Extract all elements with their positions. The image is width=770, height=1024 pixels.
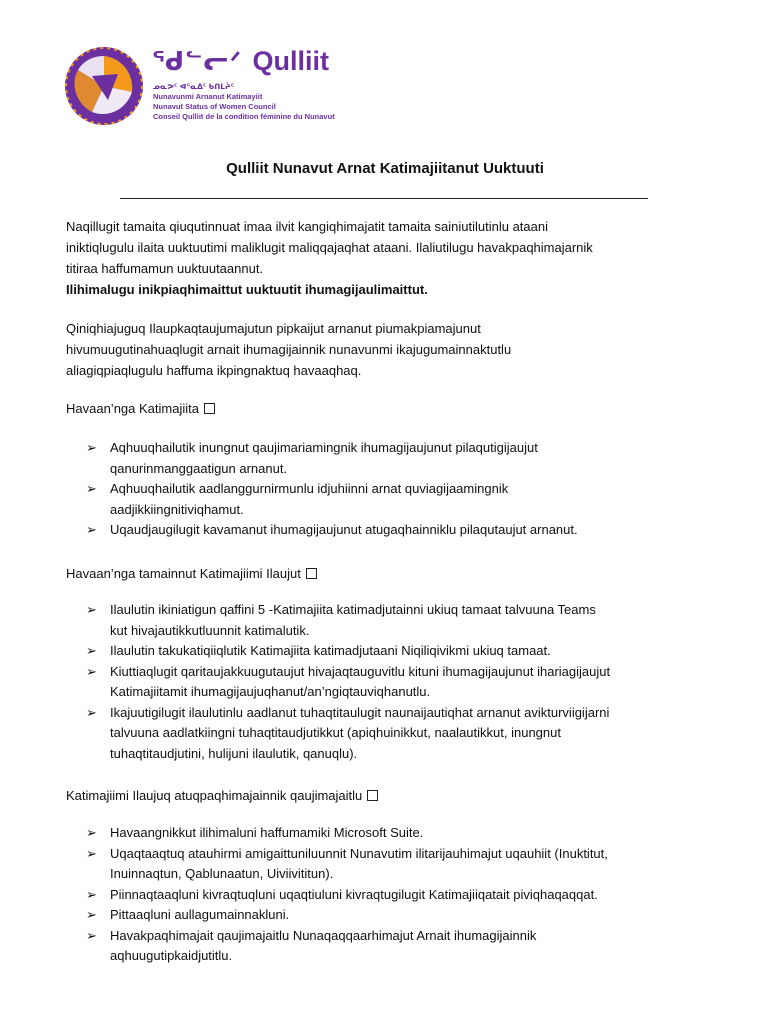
- logo-syllabics: ᖁᓪᓕᐟ: [152, 46, 243, 76]
- section-3-list: [86, 823, 716, 967]
- checkbox-1[interactable]: [204, 403, 215, 414]
- section-2-list: [86, 600, 716, 764]
- list-item: [86, 885, 716, 906]
- section-1-list: [86, 438, 716, 541]
- list-item: [86, 662, 716, 703]
- purpose-line: hivumuugutinahuaqlugit arnait ihumagijainnik nunavunmi ikajugumainnaktutlu: [66, 342, 512, 357]
- list-item: [86, 479, 716, 520]
- section-heading-text: Katimajiimi Ilaujuq atuqpaqhimajainnik qaujimajaitlu: [66, 788, 363, 803]
- arrow-bullet-icon: ➢: [86, 481, 97, 496]
- list-item-line: Ilaulutin ikiniatigun qaffini 5 -Katimajiita katimadjutainni ukiuq tamaat talvuuna Teams: [110, 602, 596, 617]
- logo-line: ᓄᓇᕗᑦ ᐊᕐᓇᐃᑦ ᑲᑎᒪᔩᑦ: [153, 82, 235, 91]
- list-item-line: Aqhuuqhailutik inungnut qaujimariamingnik ihumagijaujunut pilaqutigijaujut: [110, 440, 538, 455]
- arrow-bullet-icon: ➢: [86, 602, 97, 617]
- list-item-line: aqhuugutipkaidjutitlu.: [110, 948, 233, 963]
- arrow-bullet-icon: ➢: [86, 825, 97, 840]
- list-item: [86, 844, 716, 885]
- arrow-bullet-icon: ➢: [86, 907, 97, 922]
- list-item-line: Inuinnaqtun, Qablunaatun, Uiviivititun).: [110, 866, 334, 881]
- list-item-line: Katimajiitamit ihumagijaujuqhanut/an’ngiqtauviqhanutlu.: [110, 684, 431, 699]
- list-item-line: tuhaqtitaudjutini, hulijuni ilaulutik, qanuqlu).: [110, 745, 358, 761]
- logo-name: Qulliit: [252, 46, 330, 76]
- list-item-line: Havaangnikkut ilihimaluni haffumamiki Microsoft Suite.: [110, 825, 424, 840]
- list-item: [86, 641, 716, 662]
- arrow-bullet-icon: ➢: [86, 522, 97, 537]
- list-item-line: Havakpaqhimajait qaujimajaitlu Nunaqaqqaarhimajut Arnait ihumagijainnik: [110, 927, 537, 943]
- list-item-line: aadjikkiingnitiviqhamut.: [110, 501, 244, 517]
- list-item-line: qanurinmanggaatigun arnanut.: [110, 460, 288, 476]
- qulliit-emblem-icon: [62, 44, 146, 128]
- document-title: Qulliit Nunavut Arnat Katimajiitanut Uuktuuti: [226, 160, 544, 177]
- logo-line: Nunavunmi Arnanut Katimayiit: [153, 92, 263, 101]
- section-heading-text: Havaan’nga Katimajiita: [66, 401, 199, 416]
- checkbox-2[interactable]: [306, 568, 317, 579]
- logo-line: Conseil Qulliit de la condition féminine du Nunavut: [153, 112, 335, 121]
- arrow-bullet-icon: ➢: [86, 886, 97, 902]
- list-item-line: Kiuttiaqlugit qaritaujakkuugutaujut hivajaqtauguvitlu kituni ihumagijaujunut ihariagijaujut: [110, 663, 611, 679]
- arrow-bullet-icon: ➢: [86, 704, 97, 720]
- section-heading-1: [66, 399, 215, 419]
- arrow-bullet-icon: ➢: [86, 643, 97, 658]
- list-item: [86, 823, 716, 844]
- arrow-bullet-icon: ➢: [86, 927, 97, 943]
- list-item-line: Uqaudjaugilugit kavamanut ihumagijaujunut atugaqhainniklu pilaqutaujut arnanut.: [110, 522, 578, 537]
- list-item: [86, 600, 716, 641]
- intro-paragraph: [66, 216, 716, 300]
- section-heading-3: [66, 786, 378, 806]
- arrow-bullet-icon: ➢: [86, 845, 97, 861]
- list-item-line: Piinnaqtaaqluni kivraqtuqluni uqaqtiuluni kivraqtugilugit Katimajiiqatait piviqhaqaqqat.: [110, 886, 598, 902]
- list-item-line: talvuuna aadlatkiingni tuhaqtitaudjutikkut (apiqhuinikkut, naalautikkut, inungnut: [110, 725, 561, 740]
- intro-line: Naqillugit tamaita qiuqutinnuat imaa ilvit kangiqhimajatit tamaita sainiutilutinlu ataani: [66, 219, 548, 234]
- arrow-bullet-icon: ➢: [86, 663, 97, 679]
- section-heading-2: [66, 564, 317, 584]
- list-item: [86, 438, 716, 479]
- purpose-line: Qiniqhiajuguq Ilaupkaqtaujumajutun pipkaijut arnanut piumakpiamajunut: [66, 321, 481, 336]
- list-item: [86, 520, 716, 541]
- section-heading-text: Havaan’nga tamainnut Katimajiimi Ilaujut: [66, 566, 301, 581]
- list-item-line: Pittaaqluni aullagumainnakluni.: [110, 907, 290, 922]
- list-item-line: Uqaqtaaqtuq atauhirmi amigaittuniluunnit Nunavutim ilitarijauhimajut uqauhiit (Inuktitut,: [110, 845, 608, 861]
- intro-line: titiraa haffumamun uuktuutaannut.: [66, 261, 264, 276]
- logo-subtitle-lines: [153, 82, 335, 122]
- list-item-line: Aqhuuqhailutik aadlanggurnirmunlu idjuhiinni arnat quviagijaamingnik: [110, 481, 509, 496]
- list-item-line: kut hivajautikkutluunnit katimalutik.: [110, 622, 310, 638]
- checkbox-3[interactable]: [367, 790, 378, 801]
- purpose-line: aliagiqpiaqlugulu haffuma ikpingnaktuq havaaqhaq.: [66, 363, 362, 378]
- arrow-bullet-icon: ➢: [86, 440, 97, 455]
- logo-line: Nunavut Status of Women Council: [153, 102, 276, 111]
- list-item: [86, 926, 716, 967]
- intro-bold-line: Ilihimalugu inikpiaqhimaittut uuktuutit ihumagijaulimaittut.: [66, 282, 428, 297]
- logo-wordmark: [152, 46, 329, 77]
- purpose-paragraph: [66, 318, 716, 381]
- list-item: [86, 905, 716, 926]
- list-item-line: Ilaulutin takukatiqiiqlutik Katimajiita katimadjutaani Niqiliqivikmi ukiuq tamaat.: [110, 643, 551, 658]
- title-underline: [120, 198, 648, 199]
- list-item-line: Ikajuutigilugit ilaulutinlu aadlanut tuhaqtitaulugit naunaijautiqhat arnanut avikturviigijarni: [110, 704, 610, 720]
- list-item: [86, 703, 716, 765]
- intro-line: iniktiqlugulu ilaita uuktuutimi maliklugit maliqqajaqhat ataani. Ilaliutilugu havakpaqhimajarnik: [66, 240, 593, 255]
